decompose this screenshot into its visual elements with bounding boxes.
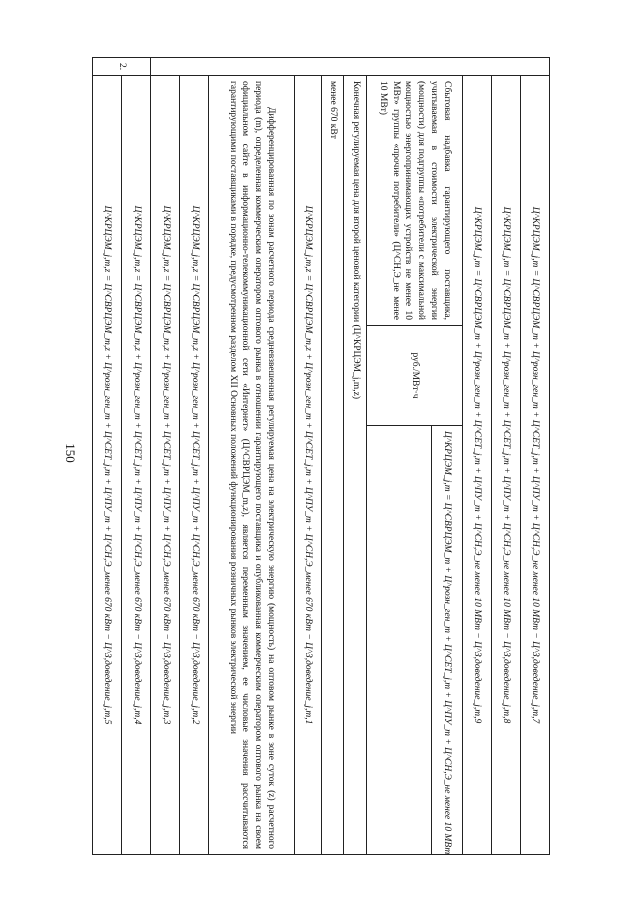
- document-table-area: [92, 57, 550, 855]
- formula-top-2: Ц^КРЦЭМ_j,m = Ц^СВРЦЭМ_m + Ц^розн_ген_m + Ц^СЕТ_j,m + Ц^ПУ_m + Ц^СН,Э_не менее 10 МВт − Ц^З,доведение_j,m,8: [491, 76, 520, 855]
- formula-top-4: Ц^КРЦЭМ_j,m = Ц^СВРЦЭМ_m + Ц^розн_ген_m + Ц^СЕТ_j,m + Ц^ПУ_m + Ц^СН,Э_не менее 10 МВт: [431, 426, 462, 855]
- markup-empty-cell: [367, 426, 431, 855]
- second-category-header: Конечная регулируемая цена для второй ценовой категории (Ц^КРЦЭМ_j,m,z): [344, 76, 367, 855]
- page-number: 150: [63, 443, 78, 463]
- capacity-subheader: менее 670 кВт: [321, 76, 344, 855]
- row-number-empty: [151, 58, 550, 76]
- rotated-content: [92, 57, 550, 855]
- markup-description: Сбытовая надбавка гарантирующего поставщика, учитываемая в стоимости электрической энергии (мощности) для подгруппы «потребители с максимальной мощностью энергопринимающих устройств не менее 10 МВт» группы «прочие потребители» (Ц^СН,Э_не менее 10 МВт): [367, 76, 463, 326]
- formula-bottom-3: Ц^КРЦЭМ_j,m,z = Ц^СВРЦЭМ_m,z + Ц^розн_ген_m + Ц^СЕТ_j,m + Ц^ПУ_m + Ц^СН,Э_менее 670 кВт − Ц^З,доведение_j,m,4: [122, 76, 151, 855]
- markup-unit: руб./МВт·ч: [367, 326, 463, 426]
- formula-top-3: Ц^КРЦЭМ_j,m = Ц^СВРЦЭМ_m + Ц^розн_ген_m + Ц^СЕТ_j,m + Ц^ПУ_m + Ц^СН,Э_не менее 10 МВт − Ц^З,доведение_j,m,9: [462, 76, 491, 855]
- formula-bottom-1: Ц^КРЦЭМ_j,m,z = Ц^СВРЦЭМ_m,z + Ц^розн_ген_m + Ц^СЕТ_j,m + Ц^ПУ_m + Ц^СН,Э_менее 670 кВт − Ц^З,доведение_j,m,2: [180, 76, 209, 855]
- formula-top-1: Ц^КРЦЭМ_j,m = Ц^СВРЦЭМ_m + Ц^розн_ген_m + Ц^СЕТ_j,m + Ц^ПУ_m + Ц^СН,Э_не менее 10 МВт − Ц^З,доведение_j,m,7: [520, 76, 549, 855]
- formula-second-main: Ц^КРЦЭМ_j,m,z = Ц^СВРЦЭМ_m,z + Ц^розн_ген_m + Ц^СЕТ_j,m + Ц^ПУ_m + Ц^СН,Э_менее 670 кВт − Ц^З,доведение_j,m,1: [294, 76, 321, 855]
- formula-bottom-4: Ц^КРЦЭМ_j,m,z = Ц^СВРЦЭМ_m,z + Ц^розн_ген_m + Ц^СЕТ_j,m + Ц^ПУ_m + Ц^СН,Э_менее 670 кВт − Ц^З,доведение_j,m,5: [93, 76, 122, 855]
- formula-bottom-2: Ц^КРЦЭМ_j,m,z = Ц^СВРЦЭМ_m,z + Ц^розн_ген_m + Ц^СЕТ_j,m + Ц^ПУ_m + Ц^СН,Э_менее 670 кВт − Ц^З,доведение_j,m,3: [151, 76, 180, 855]
- differentiated-price-text: Дифференцированная по зонам расчетного периода средневзвешенная регулируемая цена на электрическую энергию (мощность) на оптовом рынке в зоне суток (z) расчетного периода (m), определенная коммерческим оператором оптового рынка в отношении гарантирующего поставщика и опубликованная коммерческим оператором оптового рынка на своем официальном сайте в информационно-телекоммуникационной сети «Интернет» (Ц^СВРЦЭМ_m,z), является переменным значением, ее числовые значения рассчитываются гарантирующими поставщиками в порядке, предусмотренном разделом XII Основных положений функционирования розничных рынков электрической энергии: [209, 76, 294, 855]
- row-number: 2.: [93, 58, 151, 76]
- tariff-table: [92, 57, 550, 855]
